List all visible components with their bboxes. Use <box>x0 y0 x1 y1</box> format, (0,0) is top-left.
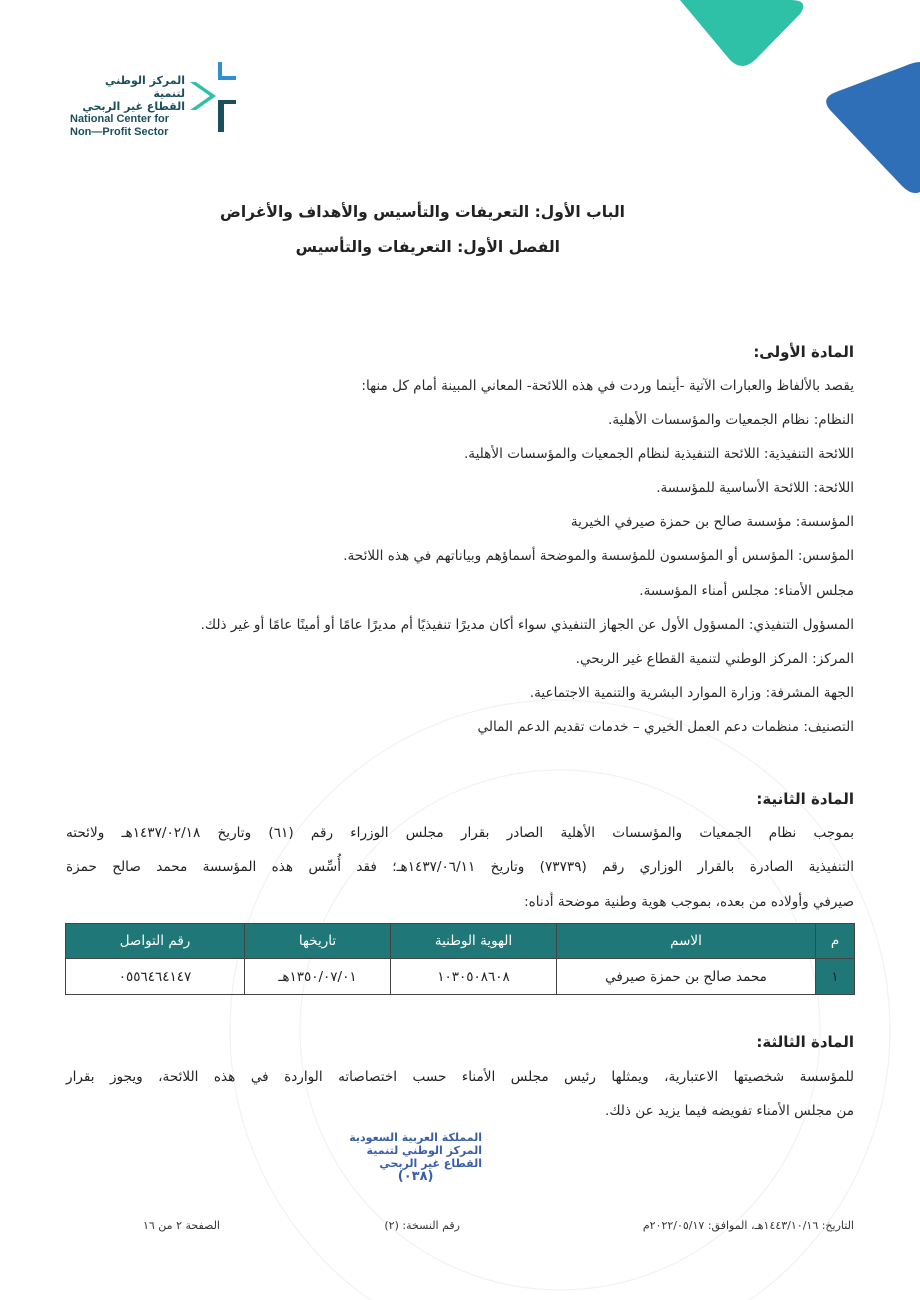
column-header-number: م <box>816 924 855 959</box>
logo-english-line-1: National Center for <box>70 113 170 125</box>
stamp-line-4: (٠٣٨) <box>397 1169 434 1184</box>
article-2-line: التنفيذية الصادرة بالقرار الوزاري رقم (٧٣٧٣٩) وتاريخ ١٤٣٧/٠٦/١١هـ؛ فقد أُسِّس هذه المؤسسة محمد صالح حمزة <box>66 859 854 875</box>
logo-english-line-2: Non—Profit Sector <box>70 126 169 138</box>
article-2-line: بموجب نظام الجمعيات والمؤسسات الأهلية الصادر بقرار مجلس الوزراء رقم (٦١) وتاريخ ١٤٣٧/٠٢/١٨هـ ولائحته <box>66 825 854 841</box>
corner-triangle-blue <box>826 62 920 193</box>
article-1-line: المؤسس: المؤسس أو المؤسسون للمؤسسة والموضحة أسماؤهم وبياناتهم في هذه اللائحة. <box>343 548 854 564</box>
article-2-line: صيرفي وأولاده من بعده، بموجب هوية وطنية موضحة أدناه: <box>524 894 854 910</box>
cell-contact: ٠٥٥٦٤٦٤١٤٧ <box>66 959 245 995</box>
ncnp-logo <box>70 60 245 140</box>
cell-id-date: ١٣٥٠/٠٧/٠١هـ <box>245 959 391 995</box>
article-1-title: المادة الأولى: <box>753 343 854 361</box>
cell-national-id: ١٠٣٠٥٠٨٦٠٨ <box>391 959 557 995</box>
article-1-line: اللائحة التنفيذية: اللائحة التنفيذية لنظام الجمعيات والمؤسسات الأهلية. <box>463 446 854 462</box>
column-header-contact: رقم التواصل <box>66 924 245 959</box>
article-1-line: النظام: نظام الجمعيات والمؤسسات الأهلية. <box>608 412 854 428</box>
article-1-line: المركز: المركز الوطني لتنمية القطاع غير الربحي. <box>575 651 854 667</box>
article-1-line: اللائحة: اللائحة الأساسية للمؤسسة. <box>656 480 854 496</box>
logo-arrows-icon <box>188 60 243 135</box>
footer-version: رقم النسخة: (٢) <box>384 1219 460 1232</box>
founders-table <box>65 923 855 995</box>
article-1-line: مجلس الأمناء: مجلس أمناء المؤسسة. <box>639 583 854 599</box>
section-heading: الفصل الأول: التعريفات والتأسيس <box>295 238 560 256</box>
chapter-heading: الباب الأول: التعريفات والتأسيس والأهداف والأغراض <box>220 203 625 221</box>
cell-number: ١ <box>816 959 855 995</box>
corner-triangle-teal <box>680 0 803 66</box>
watermark-ring-inner <box>300 770 820 1290</box>
column-header-name: الاسم <box>557 924 816 959</box>
footer-date: التاريخ: ١٤٤٣/١٠/١٦هـ، الموافق: ٢٠٢٢/٠٥/١٧م <box>642 1219 854 1232</box>
article-1-line: المسؤول التنفيذي: المسؤول الأول عن الجهاز التنفيذي سواء أكان مديرًا تنفيذيًا أم مديرًا عامًا أو أمينًا عامًا أو غير ذلك. <box>200 617 854 633</box>
column-header-id-date: تاريخها <box>245 924 391 959</box>
official-stamp <box>349 1131 482 1183</box>
cell-name: محمد صالح بن حمزة صيرفي <box>557 959 816 995</box>
stamp-line-1: المملكة العربية السعودية <box>349 1131 482 1144</box>
stamp-line-2: المركز الوطني لتنمية <box>366 1144 482 1157</box>
article-1-line: يقصد بالألفاظ والعبارات الآتية -أينما وردت في هذه اللائحة- المعاني المبينة أمام كل منها: <box>361 378 854 394</box>
table-row <box>66 959 855 995</box>
footer-page-number: الصفحة ٢ من ١٦ <box>142 1219 220 1232</box>
article-3-line: للمؤسسة شخصيتها الاعتبارية، ويمثلها رئيس مجلس الأمناء حسب اختصاصاته الواردة في هذه اللائحة، ويجوز بقرار <box>66 1069 854 1085</box>
logo-arabic-line-2: القطاع غير الربحي <box>82 100 185 113</box>
logo-text <box>70 74 185 139</box>
logo-arabic-line-1: المركز الوطني لتنمية <box>105 74 185 100</box>
table-header-row <box>66 924 855 959</box>
article-3-line: من مجلس الأمناء تفويضه فيما يزيد عن ذلك. <box>605 1103 854 1119</box>
column-header-national-id: الهوية الوطنية <box>391 924 557 959</box>
stamp-line-3: القطاع غير الربحي <box>379 1157 482 1170</box>
article-1-line: الجهة المشرفة: وزارة الموارد البشرية والتنمية الاجتماعية. <box>529 685 854 701</box>
article-1-line: المؤسسة: مؤسسة صالح بن حمزة صيرفي الخيرية <box>570 514 854 530</box>
article-3-title: المادة الثالثة: <box>756 1033 854 1051</box>
article-1-line: التصنيف: منظمات دعم العمل الخيري – خدمات تقديم الدعم المالي <box>477 719 854 735</box>
article-2-title: المادة الثانية: <box>756 790 854 808</box>
